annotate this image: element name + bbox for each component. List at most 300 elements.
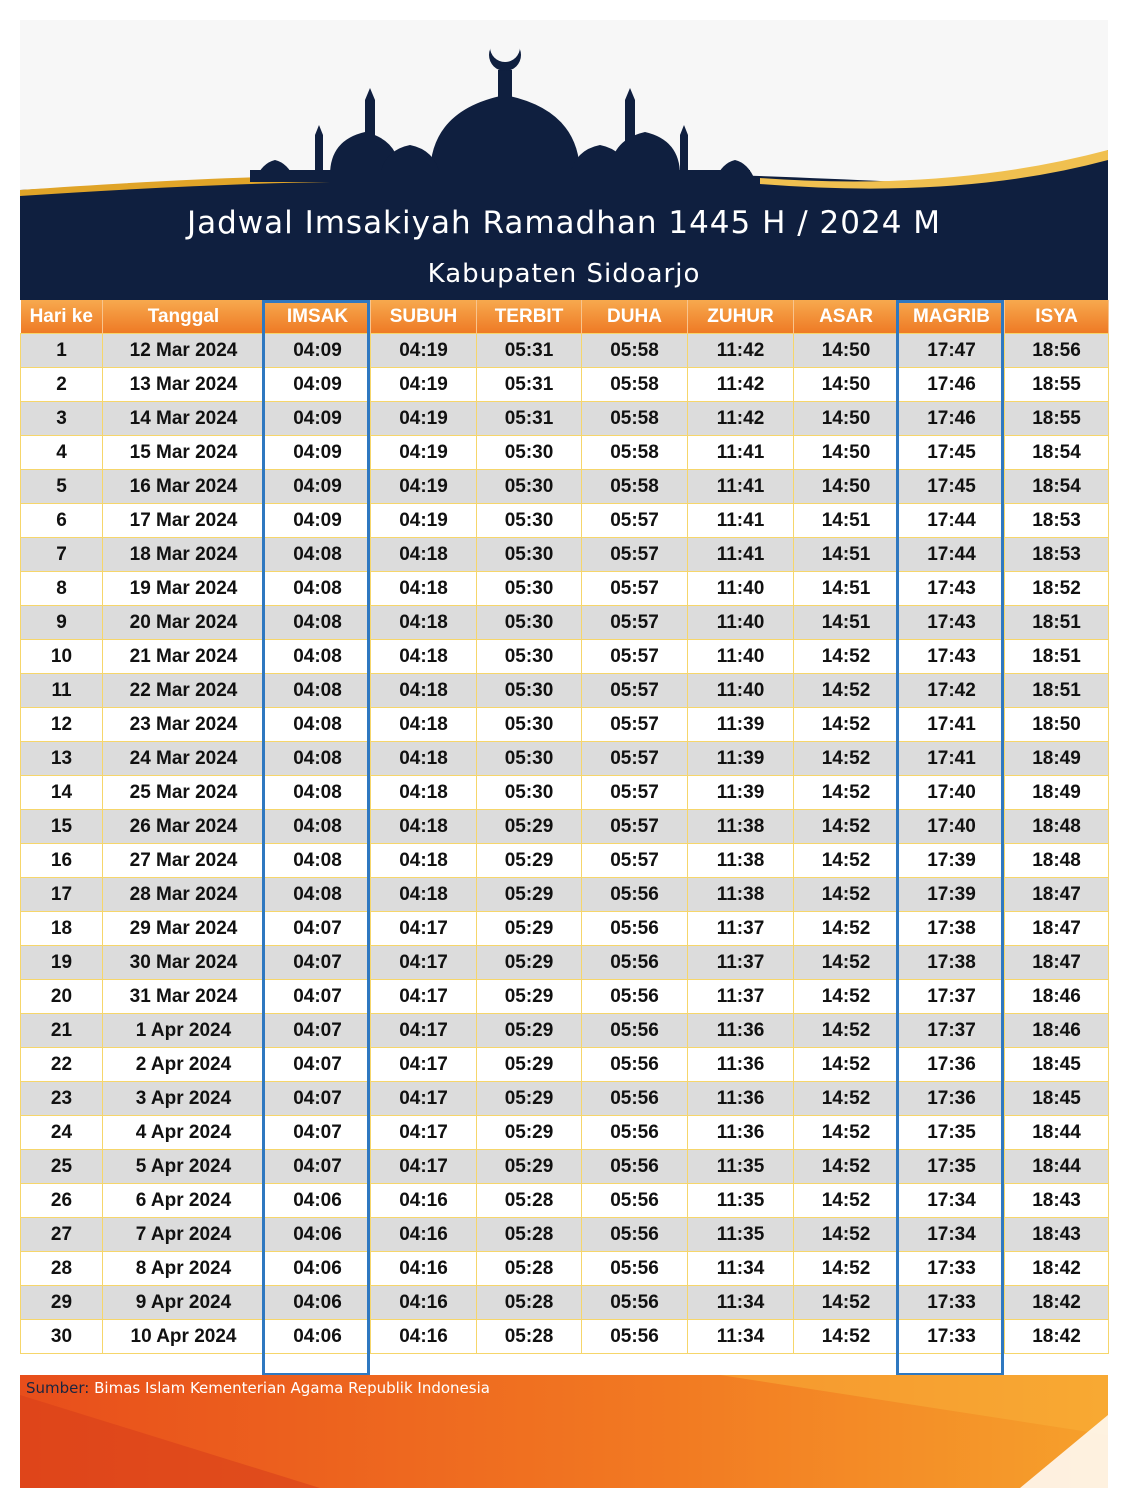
table-cell: 05:29 — [477, 980, 582, 1014]
table-cell: 5 Apr 2024 — [103, 1150, 265, 1184]
table-cell: 17:33 — [899, 1320, 1005, 1354]
table-cell: 04:08 — [265, 538, 371, 572]
table-row — [21, 1286, 1109, 1320]
table-row — [21, 1320, 1109, 1354]
table-cell: 04:19 — [371, 436, 477, 470]
table-cell: 30 Mar 2024 — [103, 946, 265, 980]
table-cell: 14:51 — [794, 572, 899, 606]
table-cell: 17:34 — [899, 1218, 1005, 1252]
table-cell: 11:34 — [688, 1252, 794, 1286]
table-cell: 11:41 — [688, 436, 794, 470]
table-cell: 11:39 — [688, 708, 794, 742]
table-cell: 05:29 — [477, 1082, 582, 1116]
table-cell: 14:50 — [794, 470, 899, 504]
table-cell: 04:17 — [371, 1150, 477, 1184]
table-cell: 18:49 — [1005, 742, 1109, 776]
table-row — [21, 810, 1109, 844]
table-cell: 18:49 — [1005, 776, 1109, 810]
table-cell: 10 Apr 2024 — [103, 1320, 265, 1354]
table-cell: 11:41 — [688, 470, 794, 504]
table-body — [21, 334, 1109, 1354]
table-cell: 6 Apr 2024 — [103, 1184, 265, 1218]
table-cell: 17:35 — [899, 1116, 1005, 1150]
table-cell: 18:46 — [1005, 980, 1109, 1014]
table-cell: 11:34 — [688, 1286, 794, 1320]
table-cell: 05:30 — [477, 572, 582, 606]
table-cell: 05:30 — [477, 504, 582, 538]
table-cell: 26 — [21, 1184, 103, 1218]
table-row — [21, 742, 1109, 776]
table-cell: 11:35 — [688, 1150, 794, 1184]
table-cell: 05:30 — [477, 606, 582, 640]
table-cell: 18:47 — [1005, 912, 1109, 946]
table-cell: 04:07 — [265, 1082, 371, 1116]
source-note — [26, 1379, 490, 1397]
table-cell: 05:56 — [582, 1184, 688, 1218]
table-cell: 30 — [21, 1320, 103, 1354]
header-banner — [0, 0, 1131, 300]
table-cell: 04:08 — [265, 844, 371, 878]
table-cell: 04:18 — [371, 538, 477, 572]
table-cell: 14:52 — [794, 980, 899, 1014]
column-header: DUHA — [582, 300, 688, 334]
table-cell: 04:17 — [371, 912, 477, 946]
table-cell: 04:18 — [371, 844, 477, 878]
table-cell: 9 — [21, 606, 103, 640]
table-cell: 18:48 — [1005, 810, 1109, 844]
column-header: ASAR — [794, 300, 899, 334]
table-row — [21, 980, 1109, 1014]
table-cell: 4 Apr 2024 — [103, 1116, 265, 1150]
table-cell: 04:08 — [265, 572, 371, 606]
table-cell: 11:40 — [688, 572, 794, 606]
table-cell: 14:52 — [794, 776, 899, 810]
table-cell: 11:38 — [688, 878, 794, 912]
table-cell: 17:36 — [899, 1048, 1005, 1082]
table-cell: 10 — [21, 640, 103, 674]
table-cell: 05:57 — [582, 776, 688, 810]
table-row — [21, 708, 1109, 742]
table-cell: 04:09 — [265, 402, 371, 436]
table-cell: 7 Apr 2024 — [103, 1218, 265, 1252]
table-cell: 04:09 — [265, 470, 371, 504]
table-cell: 17:47 — [899, 334, 1005, 368]
table-cell: 17:44 — [899, 504, 1005, 538]
table-cell: 11:38 — [688, 844, 794, 878]
table-cell: 04:18 — [371, 640, 477, 674]
table-cell: 04:17 — [371, 1048, 477, 1082]
table-cell: 04:06 — [265, 1184, 371, 1218]
table-cell: 04:16 — [371, 1184, 477, 1218]
table-cell: 14:52 — [794, 1014, 899, 1048]
table-row — [21, 606, 1109, 640]
table-cell: 05:57 — [582, 674, 688, 708]
source-label: Sumber: — [26, 1379, 90, 1397]
table-cell: 11:39 — [688, 742, 794, 776]
table-cell: 11:40 — [688, 606, 794, 640]
table-cell: 05:58 — [582, 334, 688, 368]
table-cell: 04:16 — [371, 1286, 477, 1320]
table-cell: 05:30 — [477, 470, 582, 504]
table-cell: 05:56 — [582, 946, 688, 980]
table-cell: 05:56 — [582, 1252, 688, 1286]
table-cell: 05:56 — [582, 878, 688, 912]
table-cell: 14:52 — [794, 1320, 899, 1354]
table-cell: 17:37 — [899, 980, 1005, 1014]
table-cell: 04:07 — [265, 1014, 371, 1048]
table-cell: 15 — [21, 810, 103, 844]
table-row — [21, 640, 1109, 674]
table-cell: 18:54 — [1005, 436, 1109, 470]
column-header: Hari ke — [21, 300, 103, 334]
table-cell: 05:57 — [582, 504, 688, 538]
table-cell: 13 Mar 2024 — [103, 368, 265, 402]
table-cell: 11:41 — [688, 538, 794, 572]
table-cell: 11:42 — [688, 368, 794, 402]
table-row — [21, 776, 1109, 810]
table-cell: 17:43 — [899, 606, 1005, 640]
table-cell: 14:52 — [794, 810, 899, 844]
table-cell: 05:56 — [582, 1218, 688, 1252]
table-cell: 17:45 — [899, 436, 1005, 470]
table-cell: 1 Apr 2024 — [103, 1014, 265, 1048]
table-cell: 1 — [21, 334, 103, 368]
mosque-silhouette-icon — [0, 0, 1131, 300]
table-cell: 04:19 — [371, 504, 477, 538]
table-cell: 23 — [21, 1082, 103, 1116]
table-cell: 25 — [21, 1150, 103, 1184]
table-cell: 14:50 — [794, 436, 899, 470]
table-cell: 17:43 — [899, 640, 1005, 674]
table-cell: 14 Mar 2024 — [103, 402, 265, 436]
table-cell: 14:52 — [794, 1150, 899, 1184]
table-cell: 05:28 — [477, 1218, 582, 1252]
table-cell: 27 Mar 2024 — [103, 844, 265, 878]
table-cell: 04:17 — [371, 1082, 477, 1116]
table-cell: 11:37 — [688, 912, 794, 946]
table-cell: 14:50 — [794, 334, 899, 368]
table-cell: 14:52 — [794, 742, 899, 776]
column-header: IMSAK — [265, 300, 371, 334]
table-cell: 28 — [21, 1252, 103, 1286]
table-cell: 04:08 — [265, 776, 371, 810]
table-cell: 04:08 — [265, 606, 371, 640]
table-cell: 05:57 — [582, 742, 688, 776]
table-row — [21, 368, 1109, 402]
table-cell: 17:39 — [899, 844, 1005, 878]
table-cell: 04:09 — [265, 334, 371, 368]
table-cell: 05:58 — [582, 402, 688, 436]
table-cell: 11:36 — [688, 1014, 794, 1048]
table-cell: 04:08 — [265, 810, 371, 844]
column-header: TERBIT — [477, 300, 582, 334]
table-cell: 17:36 — [899, 1082, 1005, 1116]
table-cell: 22 Mar 2024 — [103, 674, 265, 708]
table-cell: 05:29 — [477, 1150, 582, 1184]
table-cell: 11:38 — [688, 810, 794, 844]
table-row — [21, 912, 1109, 946]
table-cell: 05:29 — [477, 844, 582, 878]
table-cell: 17:45 — [899, 470, 1005, 504]
table-cell: 14:52 — [794, 1218, 899, 1252]
table-cell: 18:53 — [1005, 538, 1109, 572]
table-cell: 11:40 — [688, 674, 794, 708]
table-cell: 18:51 — [1005, 606, 1109, 640]
table-cell: 04:08 — [265, 708, 371, 742]
table-cell: 04:18 — [371, 878, 477, 912]
table-cell: 05:31 — [477, 402, 582, 436]
column-header: ZUHUR — [688, 300, 794, 334]
table-cell: 05:56 — [582, 1048, 688, 1082]
table-cell: 05:29 — [477, 1014, 582, 1048]
table-cell: 29 — [21, 1286, 103, 1320]
table-cell: 04:08 — [265, 640, 371, 674]
table-cell: 18:43 — [1005, 1218, 1109, 1252]
table-cell: 26 Mar 2024 — [103, 810, 265, 844]
table-cell: 05:31 — [477, 368, 582, 402]
table-cell: 17:41 — [899, 742, 1005, 776]
table-cell: 05:29 — [477, 810, 582, 844]
table-cell: 11:41 — [688, 504, 794, 538]
table-cell: 18:56 — [1005, 334, 1109, 368]
table-cell: 6 — [21, 504, 103, 538]
table-cell: 16 Mar 2024 — [103, 470, 265, 504]
table-cell: 29 Mar 2024 — [103, 912, 265, 946]
table-cell: 04:06 — [265, 1286, 371, 1320]
table-cell: 11:36 — [688, 1082, 794, 1116]
table-cell: 18:44 — [1005, 1116, 1109, 1150]
table-cell: 9 Apr 2024 — [103, 1286, 265, 1320]
table-cell: 22 — [21, 1048, 103, 1082]
table-cell: 18:45 — [1005, 1048, 1109, 1082]
table-cell: 27 — [21, 1218, 103, 1252]
table-cell: 05:29 — [477, 912, 582, 946]
table-cell: 14:52 — [794, 844, 899, 878]
table-cell: 18:52 — [1005, 572, 1109, 606]
column-header: MAGRIB — [899, 300, 1005, 334]
table-row — [21, 1184, 1109, 1218]
table-cell: 11:42 — [688, 334, 794, 368]
table-cell: 13 — [21, 742, 103, 776]
table-cell: 05:28 — [477, 1184, 582, 1218]
table-row — [21, 844, 1109, 878]
source-text: Bimas Islam Kementerian Agama Republik Indonesia — [94, 1379, 490, 1397]
table-cell: 04:16 — [371, 1252, 477, 1286]
table-cell: 18:51 — [1005, 674, 1109, 708]
table-cell: 04:18 — [371, 572, 477, 606]
table-cell: 3 Apr 2024 — [103, 1082, 265, 1116]
table-cell: 05:57 — [582, 538, 688, 572]
table-cell: 05:30 — [477, 708, 582, 742]
table-cell: 18:48 — [1005, 844, 1109, 878]
table-row — [21, 878, 1109, 912]
table-cell: 05:57 — [582, 844, 688, 878]
table-cell: 17:40 — [899, 810, 1005, 844]
table-cell: 04:07 — [265, 1150, 371, 1184]
table-cell: 05:30 — [477, 436, 582, 470]
table-cell: 04:17 — [371, 1014, 477, 1048]
table-cell: 17:44 — [899, 538, 1005, 572]
table-cell: 14:52 — [794, 946, 899, 980]
table-cell: 17:35 — [899, 1150, 1005, 1184]
table-cell: 11:37 — [688, 980, 794, 1014]
table-cell: 14:52 — [794, 1184, 899, 1218]
table-cell: 04:09 — [265, 436, 371, 470]
table-cell: 14:51 — [794, 504, 899, 538]
table-cell: 05:58 — [582, 436, 688, 470]
table-cell: 05:30 — [477, 742, 582, 776]
table-cell: 05:58 — [582, 470, 688, 504]
table-cell: 7 — [21, 538, 103, 572]
table-cell: 05:30 — [477, 640, 582, 674]
table-cell: 05:56 — [582, 1116, 688, 1150]
table-cell: 14:52 — [794, 1286, 899, 1320]
table-cell: 05:28 — [477, 1252, 582, 1286]
table-cell: 5 — [21, 470, 103, 504]
table-cell: 04:18 — [371, 606, 477, 640]
table-row — [21, 436, 1109, 470]
table-cell: 20 Mar 2024 — [103, 606, 265, 640]
table-cell: 16 — [21, 844, 103, 878]
table-cell: 18:53 — [1005, 504, 1109, 538]
table-cell: 11:34 — [688, 1320, 794, 1354]
table-row — [21, 1150, 1109, 1184]
table-cell: 11 — [21, 674, 103, 708]
table-cell: 8 Apr 2024 — [103, 1252, 265, 1286]
table-cell: 18:55 — [1005, 368, 1109, 402]
table-cell: 04:16 — [371, 1320, 477, 1354]
table-row — [21, 1218, 1109, 1252]
table-cell: 24 Mar 2024 — [103, 742, 265, 776]
table-row — [21, 1116, 1109, 1150]
table-cell: 04:18 — [371, 708, 477, 742]
table-cell: 05:56 — [582, 1082, 688, 1116]
table-row — [21, 538, 1109, 572]
column-header: ISYA — [1005, 300, 1109, 334]
table-cell: 05:28 — [477, 1286, 582, 1320]
table-cell: 14:52 — [794, 1048, 899, 1082]
table-cell: 2 — [21, 368, 103, 402]
table-cell: 18:42 — [1005, 1252, 1109, 1286]
table-cell: 15 Mar 2024 — [103, 436, 265, 470]
table-row — [21, 946, 1109, 980]
table-cell: 04:16 — [371, 1218, 477, 1252]
page-title: Jadwal Imsakiyah Ramadhan 1445 H / 2024 M — [186, 205, 942, 241]
table-cell: 04:19 — [371, 402, 477, 436]
table-cell: 18:54 — [1005, 470, 1109, 504]
table-cell: 05:56 — [582, 912, 688, 946]
table-cell: 04:17 — [371, 946, 477, 980]
table-cell: 05:56 — [582, 1014, 688, 1048]
table-cell: 05:58 — [582, 368, 688, 402]
table-cell: 14:51 — [794, 606, 899, 640]
table-cell: 14:52 — [794, 1116, 899, 1150]
table-row — [21, 470, 1109, 504]
table-cell: 05:56 — [582, 1150, 688, 1184]
table-cell: 04:07 — [265, 1116, 371, 1150]
table-cell: 14:51 — [794, 538, 899, 572]
table-cell: 04:08 — [265, 742, 371, 776]
table-cell: 11:36 — [688, 1116, 794, 1150]
table-cell: 24 — [21, 1116, 103, 1150]
table-cell: 05:31 — [477, 334, 582, 368]
table-row — [21, 1252, 1109, 1286]
table-cell: 14:52 — [794, 1082, 899, 1116]
table-cell: 21 — [21, 1014, 103, 1048]
table-cell: 14:52 — [794, 912, 899, 946]
table-cell: 3 — [21, 402, 103, 436]
table-cell: 05:29 — [477, 1116, 582, 1150]
table-cell: 11:37 — [688, 946, 794, 980]
table-cell: 05:28 — [477, 1320, 582, 1354]
table-cell: 17:38 — [899, 912, 1005, 946]
table-cell: 19 Mar 2024 — [103, 572, 265, 606]
table-cell: 17:39 — [899, 878, 1005, 912]
table-cell: 14:52 — [794, 640, 899, 674]
table-cell: 18:55 — [1005, 402, 1109, 436]
schedule-table — [20, 300, 1109, 1354]
table-cell: 05:56 — [582, 980, 688, 1014]
table-cell: 25 Mar 2024 — [103, 776, 265, 810]
table-cell: 14:50 — [794, 402, 899, 436]
table-cell: 04:17 — [371, 980, 477, 1014]
table-cell: 17 Mar 2024 — [103, 504, 265, 538]
table-cell: 11:35 — [688, 1218, 794, 1252]
footer-banner — [20, 1375, 1108, 1488]
table-cell: 04:17 — [371, 1116, 477, 1150]
table-cell: 05:30 — [477, 674, 582, 708]
table-cell: 04:06 — [265, 1320, 371, 1354]
table-cell: 14:52 — [794, 878, 899, 912]
table-cell: 4 — [21, 436, 103, 470]
table-row — [21, 1048, 1109, 1082]
table-row — [21, 334, 1109, 368]
table-cell: 12 Mar 2024 — [103, 334, 265, 368]
table-cell: 23 Mar 2024 — [103, 708, 265, 742]
table-cell: 04:18 — [371, 776, 477, 810]
table-cell: 14 — [21, 776, 103, 810]
table-cell: 04:06 — [265, 1218, 371, 1252]
table-cell: 18:47 — [1005, 946, 1109, 980]
table-cell: 18:51 — [1005, 640, 1109, 674]
table-header-row — [21, 300, 1109, 334]
table-cell: 04:07 — [265, 980, 371, 1014]
table-cell: 21 Mar 2024 — [103, 640, 265, 674]
table-cell: 17:41 — [899, 708, 1005, 742]
table-cell: 11:40 — [688, 640, 794, 674]
table-cell: 18 Mar 2024 — [103, 538, 265, 572]
table-row — [21, 504, 1109, 538]
table-cell: 04:19 — [371, 368, 477, 402]
table-cell: 04:09 — [265, 504, 371, 538]
table-cell: 04:08 — [265, 674, 371, 708]
table-cell: 17:33 — [899, 1286, 1005, 1320]
table-cell: 05:57 — [582, 708, 688, 742]
table-cell: 31 Mar 2024 — [103, 980, 265, 1014]
table-cell: 12 — [21, 708, 103, 742]
table-cell: 11:39 — [688, 776, 794, 810]
table-cell: 05:57 — [582, 606, 688, 640]
table-cell: 17:43 — [899, 572, 1005, 606]
table-cell: 04:18 — [371, 810, 477, 844]
table-cell: 11:35 — [688, 1184, 794, 1218]
table-cell: 04:07 — [265, 912, 371, 946]
table-cell: 04:19 — [371, 334, 477, 368]
table-cell: 20 — [21, 980, 103, 1014]
table-cell: 05:57 — [582, 572, 688, 606]
table-cell: 18 — [21, 912, 103, 946]
table-cell: 18:50 — [1005, 708, 1109, 742]
